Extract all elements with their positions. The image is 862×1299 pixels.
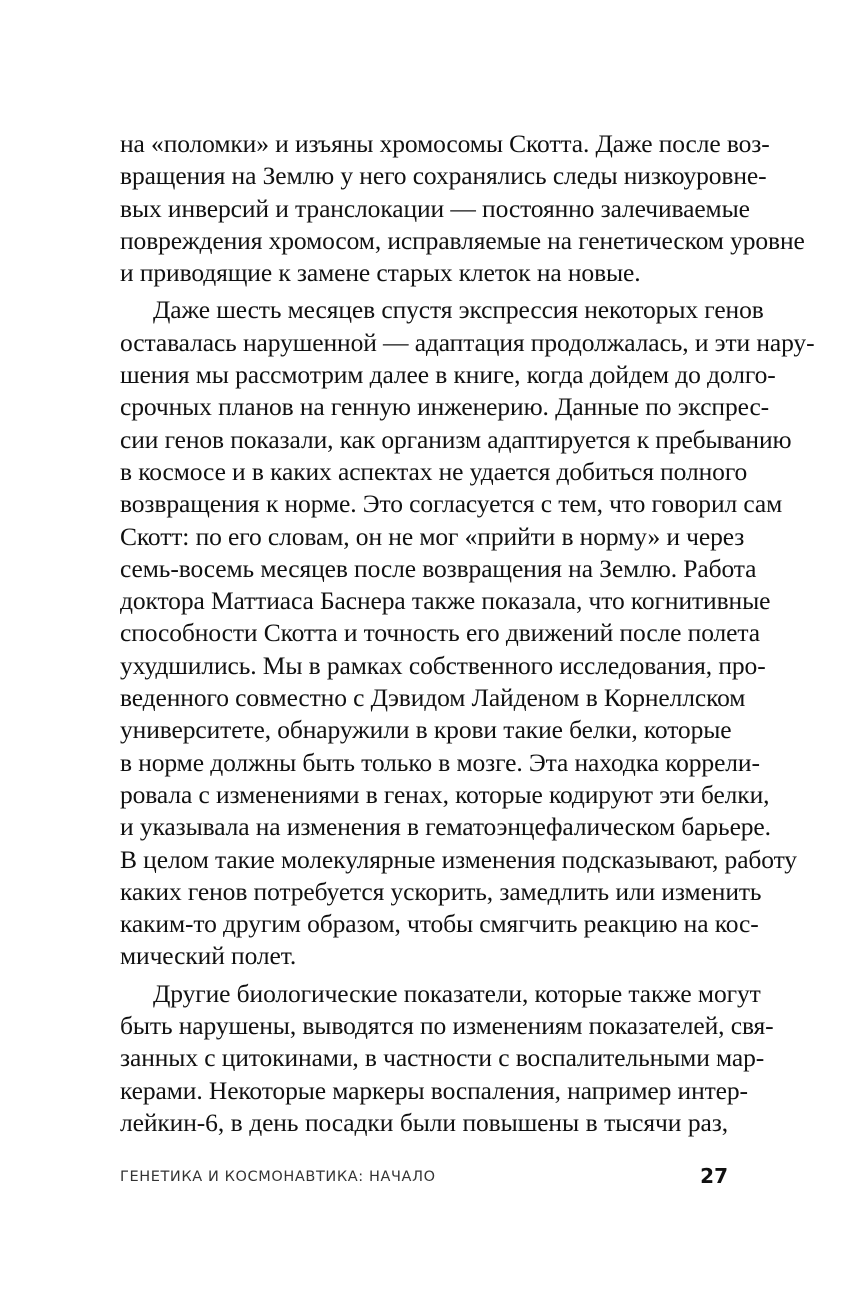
text-line: и приводящие к замене старых клеток на новые.: [120, 258, 641, 288]
text-line: вых инверсий и транслокации — постоянно залечиваемые: [120, 193, 750, 223]
text-line: и указывала на изменения в гематоэнцефалическом барьере.: [120, 812, 771, 842]
text-line: в космосе и в каких аспектах не удается добиться полного: [120, 456, 748, 486]
text-line: семь-восемь месяцев после возвращения на Землю. Работа: [120, 553, 757, 583]
text-line: Другие биологические показатели, которые также могут: [153, 978, 761, 1008]
text-line: лейкин-6, в день посадки были повышены в тысячи раз,: [120, 1107, 728, 1137]
text-line: вращения на Землю у него сохранялись следы низкоуровне-: [120, 161, 767, 191]
text-line: способности Скотта и точность его движений после полета: [120, 618, 760, 648]
text-line: ровала с изменениями в генах, которые кодируют эти белки,: [120, 779, 770, 809]
text-line: в норме должны быть только в мозге. Эта находка коррели-: [120, 747, 760, 777]
paragraph-1: [120, 128, 805, 289]
text-line: сии генов показали, как организм адаптируется к пребыванию: [120, 424, 792, 454]
text-line: мический полет.: [120, 941, 297, 971]
text-line: каких генов потребуется ускорить, замедлить или изменить: [120, 876, 762, 906]
paragraph-2: [120, 294, 815, 972]
text-line: каким-то другим образом, чтобы смягчить реакцию на кос-: [120, 909, 759, 939]
text-line: Скотт: по его словам, он не мог «прийти в норму» и через: [120, 521, 745, 551]
text-line: ухудшились. Мы в рамках собственного исследования, про-: [120, 650, 766, 680]
text-line: повреждения хромосом, исправляемые на генетическом уровне: [120, 225, 805, 255]
text-line: срочных планов на генную инженерию. Данные по экспрес-: [120, 392, 770, 422]
paragraph-3: [120, 978, 774, 1139]
text-line: на «поломки» и изъяны хромосомы Скотта. Даже после воз-: [120, 129, 770, 158]
running-title: ГЕНЕТИКА И КОСМОНАВТИКА: НАЧАЛО: [120, 1169, 436, 1185]
text-line: Даже шесть месяцев спустя экспрессия некоторых генов: [153, 295, 764, 325]
text-line: керами. Некоторые маркеры воспаления, например интер-: [120, 1075, 748, 1105]
text-line: занных с цитокинами, в частности с воспалительными мар-: [120, 1043, 765, 1073]
text-line: В целом такие молекулярные изменения подсказывают, работу: [120, 844, 797, 874]
text-line: шения мы рассмотрим далее в книге, когда дойдем до долго-: [120, 360, 776, 390]
text-line: возвращения к норме. Это согласуется с тем, что говорил сам: [120, 489, 783, 519]
text-line: доктора Маттиаса Баснера также показала, что когнитивные: [120, 586, 771, 616]
text-line: веденного совместно с Дэвидом Лайденом в Корнеллском: [120, 683, 746, 713]
text-line: быть нарушены, выводятся по изменениям показателей, свя-: [120, 1011, 774, 1041]
body-text: [120, 128, 815, 1139]
page-number: 27: [700, 1164, 728, 1188]
text-line: университете, обнаружили в крови такие белки, которые: [120, 715, 732, 745]
text-line: оставалась нарушенной — адаптация продолжалась, и эти нару-: [120, 327, 815, 357]
page-footer: [120, 1164, 728, 1189]
